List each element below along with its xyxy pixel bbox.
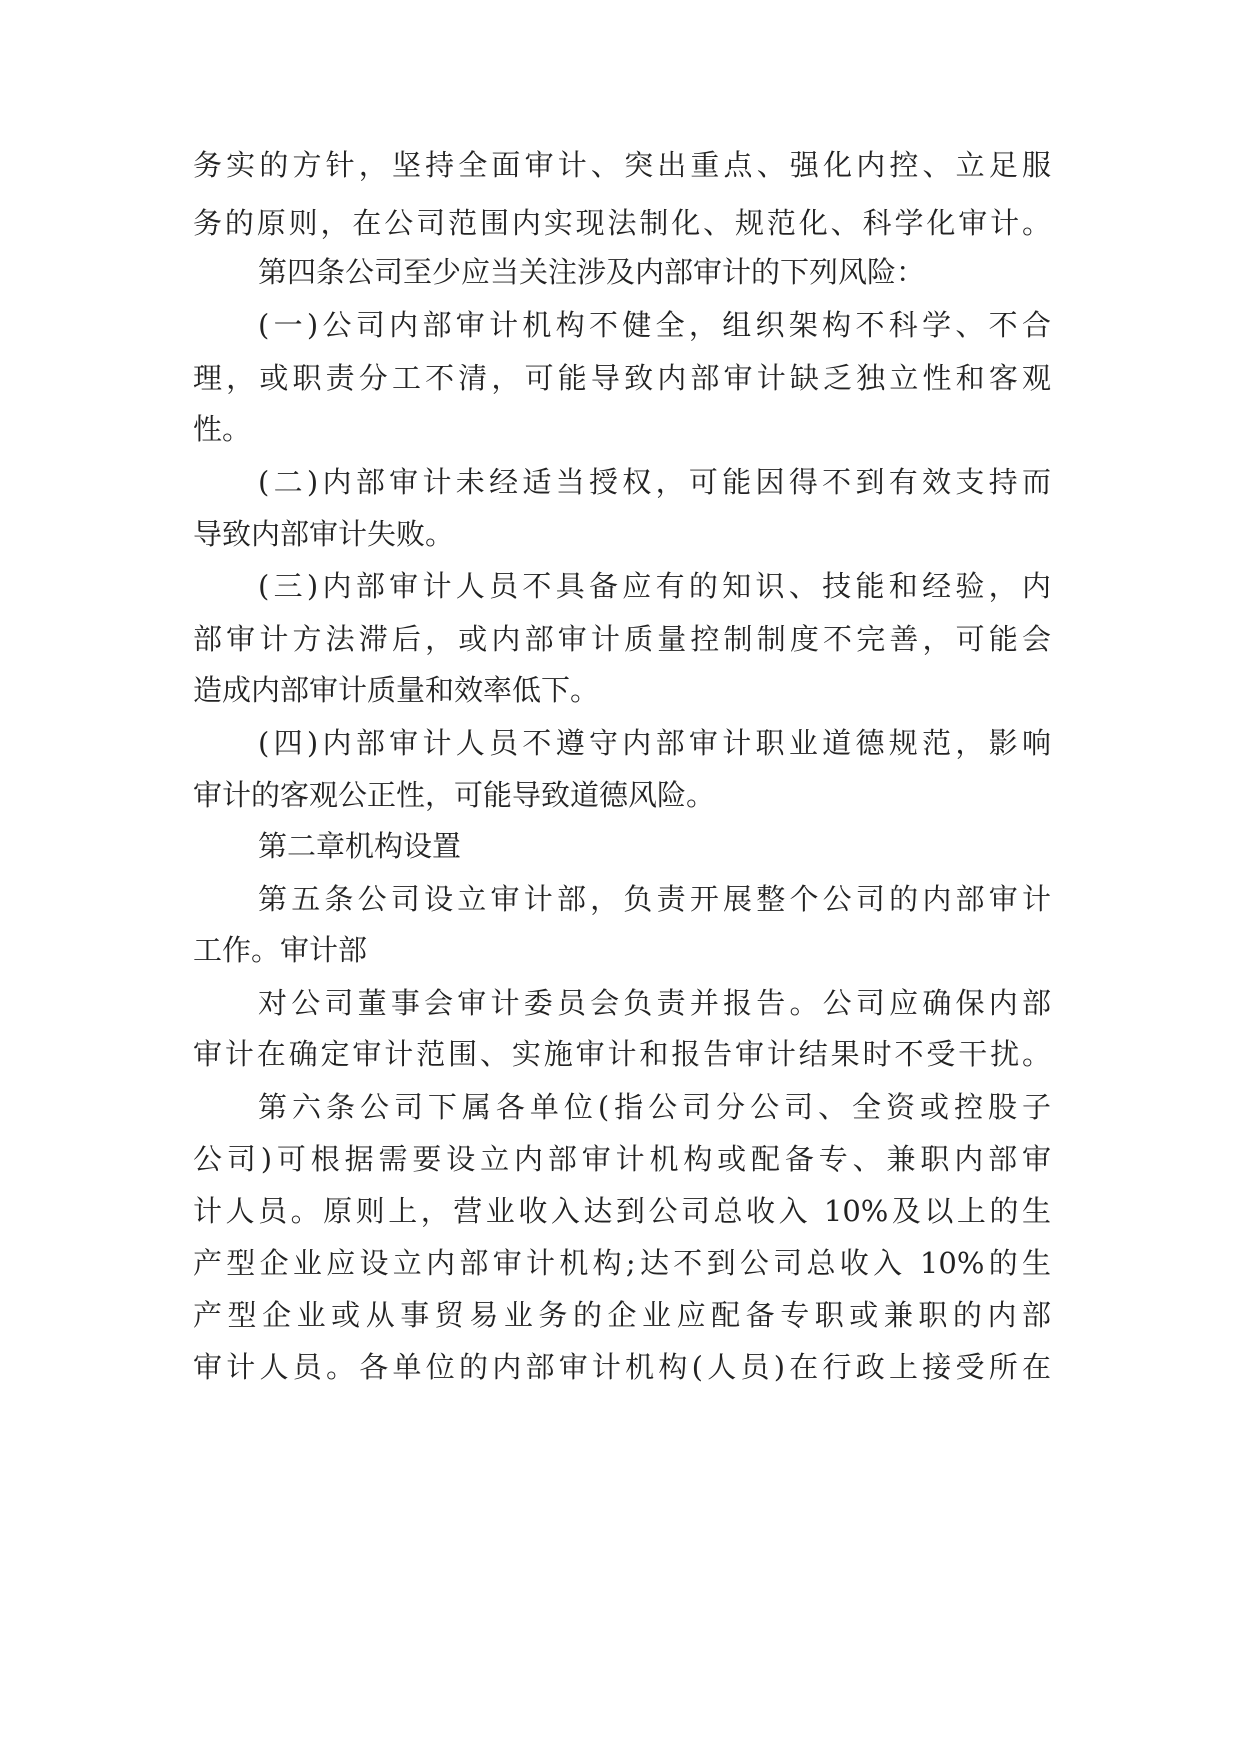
- text-line: 公司)可根据需要设立内部审计机构或配备专、兼职内部审: [193, 1142, 1051, 1176]
- text-line: 务的原则，在公司范围内实现法制化、规范化、科学化审计。: [193, 206, 1051, 240]
- text-line: 产型企业或从事贸易业务的企业应配备专职或兼职的内部: [193, 1298, 1051, 1332]
- text-line: (二)内部审计未经适当授权，可能因得不到有效支持而: [258, 465, 1051, 499]
- text-line: 审计在确定审计范围、实施审计和报告审计结果时不受干扰。: [193, 1037, 1051, 1071]
- text-line: 务实的方针，坚持全面审计、突出重点、强化内控、立足服: [193, 148, 1051, 182]
- text-line: 审计人员。各单位的内部审计机构(人员)在行政上接受所在: [193, 1350, 1051, 1384]
- text-line: 导致内部审计失败。: [193, 517, 455, 551]
- article-4-heading: 第四条公司至少应当关注涉及内部审计的下列风险：: [258, 255, 926, 289]
- text-line: 部审计方法滞后，或内部审计质量控制制度不完善，可能会: [193, 622, 1051, 656]
- text-line: 第五条公司设立审计部，负责开展整个公司的内部审计: [258, 882, 1051, 916]
- text-line: 对公司董事会审计委员会负责并报告。公司应确保内部: [258, 986, 1051, 1020]
- text-line: (三)内部审计人员不具备应有的知识、技能和经验，内: [258, 569, 1051, 603]
- text-line: 性。: [193, 412, 252, 446]
- text-line: 第六条公司下属各单位(指公司分公司、全资或控股子: [258, 1090, 1051, 1124]
- text-line: 计人员。原则上，营业收入达到公司总收入 10%及以上的生: [193, 1194, 1051, 1228]
- text-line: 造成内部审计质量和效率低下。: [193, 673, 600, 707]
- text-line: (一)公司内部审计机构不健全，组织架构不科学、不合: [258, 308, 1051, 342]
- text-line: (四)内部审计人员不遵守内部审计职业道德规范，影响: [258, 726, 1051, 760]
- text-line: 产型企业应设立内部审计机构;达不到公司总收入 10%的生: [193, 1246, 1051, 1280]
- chapter-2-heading: 第二章机构设置: [258, 829, 462, 863]
- text-line: 理，或职责分工不清，可能导致内部审计缺乏独立性和客观: [193, 361, 1051, 395]
- text-line: 工作。审计部: [193, 933, 368, 967]
- text-line: 审计的客观公正性，可能导致道德风险。: [193, 778, 716, 812]
